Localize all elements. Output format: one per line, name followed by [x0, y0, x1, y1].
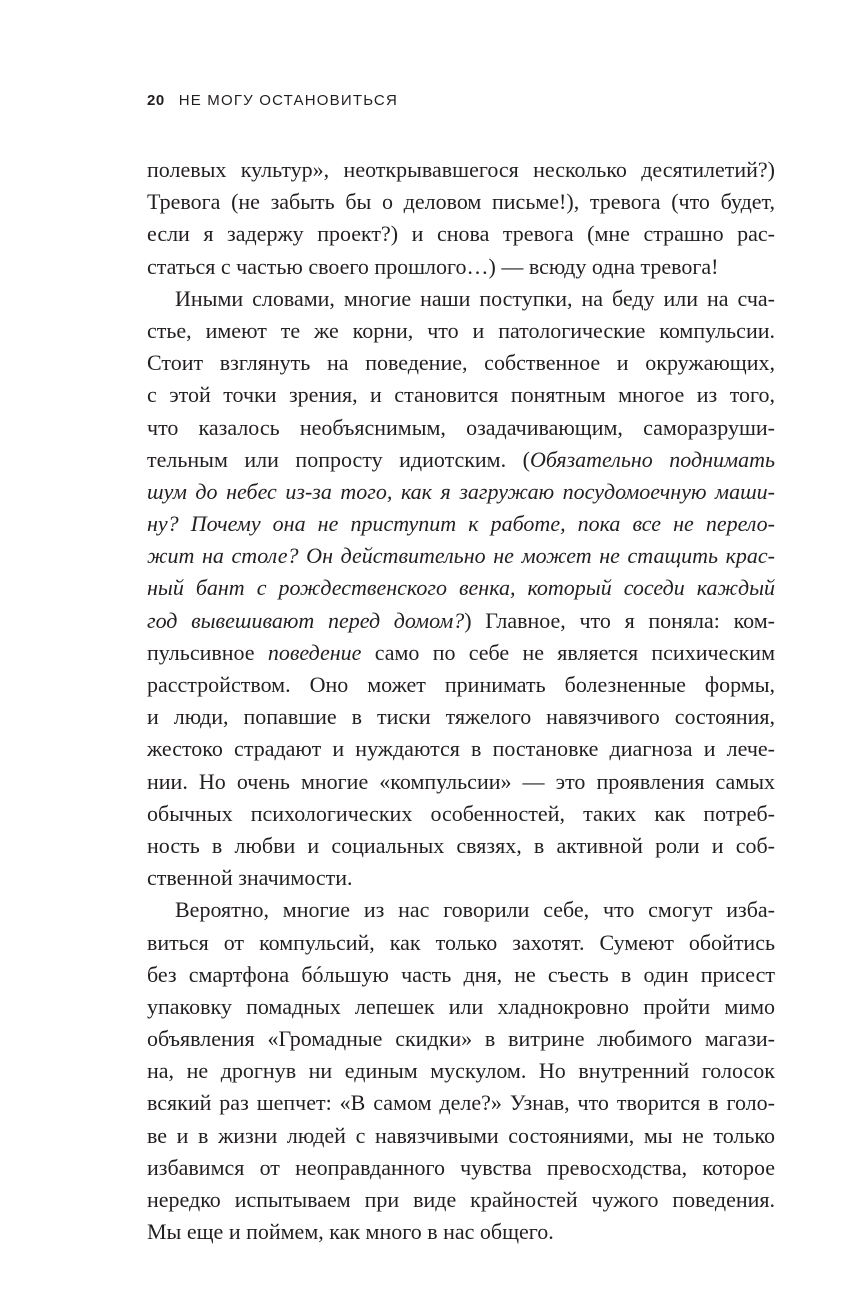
text-line — [147, 251, 775, 283]
text-line — [147, 1152, 775, 1184]
text-line — [147, 1055, 775, 1087]
page-body-text — [147, 154, 775, 1248]
text-segment: с этой точки зрения, и становится понятным многое из того, — [147, 382, 775, 408]
text-line — [147, 991, 775, 1023]
text-line — [147, 959, 775, 991]
text-line — [147, 476, 775, 508]
text-segment: Стоит взглянуть на поведение, собственное и окружающих, — [147, 350, 775, 376]
text-segment: нередко испытываем при виде крайностей чужого поведения. — [147, 1187, 775, 1212]
text-segment: жестоко страдают и нуждаются в постановке диагноза и лече- — [147, 736, 775, 762]
text-line — [147, 927, 775, 959]
text-segment: и люди, попавшие в тиски тяжелого навязчивого состояния, — [147, 704, 775, 730]
text-segment: нии. Но очень многие «компульсии» — это проявления самых — [147, 768, 775, 794]
text-line — [147, 154, 775, 186]
text-line — [147, 862, 775, 894]
italic-text: шум до небес из-за того, как я загружаю посудомоечную маши- — [147, 478, 775, 504]
text-segment: если я задержу проект?) и снова тревога (мне страшно рас- — [147, 221, 775, 247]
text-line — [147, 508, 775, 540]
text-segment: тельным или попросту идиотским. ( — [147, 446, 530, 472]
italic-text: Обязательно поднимать — [529, 446, 775, 472]
text-line — [147, 412, 775, 444]
text-segment: обычных психологических особенностей, таких как потреб- — [147, 800, 775, 826]
italic-text: ну? Почему она не приступит к работе, пока все не перело- — [147, 511, 775, 537]
text-segment: ) Главное, что я поняла: ком- — [464, 607, 775, 633]
text-line — [147, 283, 775, 315]
text-segment: стье, имеют те же корни, что и патологические компульсии. — [147, 317, 775, 343]
text-line — [147, 894, 775, 926]
text-line — [147, 637, 775, 669]
paragraph — [147, 154, 775, 283]
text-segment: Иными словами, многие наши поступки, на беду или на сча- — [175, 285, 775, 311]
text-segment: ность в любви и социальных связях, в активной роли и соб- — [147, 832, 775, 858]
text-line — [147, 315, 775, 347]
text-line — [147, 540, 775, 572]
text-segment: ственной значимости. — [147, 865, 353, 891]
italic-text: год вывешивают перед домом? — [147, 607, 465, 633]
text-line — [147, 347, 775, 379]
running-header — [147, 92, 398, 109]
text-segment: всякий раз шепчет: «В самом деле?» Узнав, что творится в голо- — [147, 1090, 775, 1116]
text-line — [147, 186, 775, 218]
text-segment: ве и в жизни людей с навязчивыми состояниями, мы не только — [147, 1122, 775, 1148]
text-line — [147, 1087, 775, 1119]
text-segment: полевых культур», неоткрывавшегося несколько десятилетий?) — [147, 157, 775, 182]
text-line — [147, 733, 775, 765]
text-line — [147, 830, 775, 862]
italic-text: ный бант с рождественского венка, который соседи каждый — [147, 575, 775, 601]
text-segment: статься с частью своего прошлого…) — всюду одна тревога! — [147, 253, 719, 279]
text-line — [147, 379, 775, 411]
page-number: 20 — [147, 92, 165, 109]
text-line — [147, 669, 775, 701]
italic-text: жит на столе? Он действительно не может не стащить крас- — [147, 543, 775, 569]
text-segment: на, не дрогнув ни единым мускулом. Но внутренний голосок — [147, 1058, 775, 1084]
text-line — [147, 1023, 775, 1055]
text-segment: Мы еще и поймем, как много в нас общего. — [147, 1219, 554, 1245]
text-segment: упаковку помадных лепешек или хладнокровно пройти мимо — [147, 993, 775, 1019]
text-segment: избавимся от неоправданного чувства превосходства, которое — [147, 1154, 775, 1180]
text-segment: Вероятно, многие из нас говорили себе, что смогут изба- — [175, 897, 775, 923]
text-line — [147, 701, 775, 733]
text-line — [147, 218, 775, 250]
text-segment: виться от компульсий, как только захотят. Сумеют обойтись — [147, 929, 775, 955]
text-line — [147, 605, 775, 637]
text-segment: без смартфона бóльшую часть дня, не съесть в один присест — [147, 961, 775, 987]
italic-text: поведение — [267, 639, 362, 665]
text-segment: пульсивное — [147, 639, 268, 665]
text-line — [147, 444, 775, 476]
text-segment: расстройством. Оно может принимать болезненные формы, — [147, 672, 775, 697]
text-segment: что казалось необъяснимым, озадачивающим, саморазруши- — [147, 414, 775, 440]
text-line — [147, 798, 775, 830]
text-segment: Тревога (не забыть бы о деловом письме!), тревога (что будет, — [147, 189, 775, 215]
paragraph — [147, 894, 775, 1248]
text-line — [147, 1184, 775, 1216]
text-segment: объявления «Громадные скидки» в витрине любимого магази- — [147, 1026, 775, 1052]
text-line — [147, 572, 775, 604]
text-line — [147, 1120, 775, 1152]
text-line — [147, 766, 775, 798]
text-line — [147, 1216, 775, 1248]
paragraph — [147, 283, 775, 895]
text-segment: само по себе не является психическим — [361, 639, 775, 665]
running-title: НЕ МОГУ ОСТАНОВИТЬСЯ — [178, 92, 398, 109]
